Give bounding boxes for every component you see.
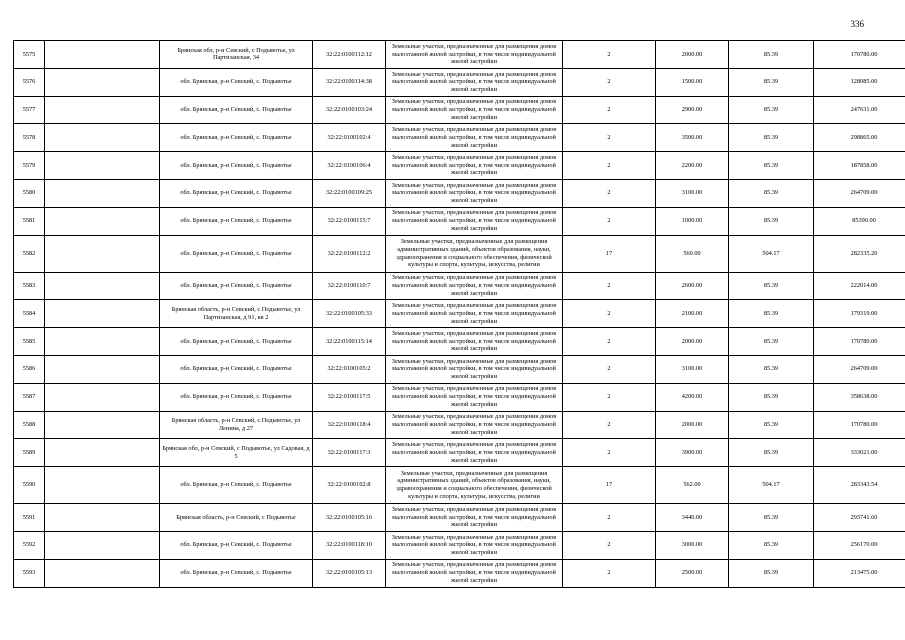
specific-value-cell: 85.39 [729,179,814,207]
specific-value-cell: 85.39 [729,439,814,467]
registry-body [14,41,905,588]
cadastral-value-cell: 358638.00 [814,383,905,411]
table-row [14,207,905,235]
area-cell: 1500.00 [656,68,729,96]
use-group-cell: 2 [563,504,656,532]
blank-cell [45,272,160,300]
cadastral-value-cell: 282335.20 [814,235,905,272]
cadastral-value-cell: 298865.00 [814,124,905,152]
cadastral-number-cell: 32:22:0100117:5 [313,383,386,411]
specific-value-cell: 85.39 [729,152,814,180]
blank-cell [45,207,160,235]
address-cell: обл. Брянская, р-н Севский, с. Подывотье [160,383,313,411]
row-number: 5583 [14,272,45,300]
page-number: 336 [850,19,864,29]
row-number: 5580 [14,179,45,207]
cadastral-value-cell: 213475.00 [814,559,905,587]
address-cell: обл. Брянская, р-н Севский, с. Подывотье [160,152,313,180]
table-row [14,41,905,69]
table-row [14,559,905,587]
area-cell: 2200.00 [656,152,729,180]
row-number: 5581 [14,207,45,235]
blank-cell [45,235,160,272]
specific-value-cell: 85.39 [729,96,814,124]
permitted-use-cell: Земельные участки, предназначенные для размещения административных зданий, объектов образования, науки, здравоохранения и социального обеспечения, физической культуры и спорта, культуры, искусства, религии [386,467,563,504]
cadastral-value-cell: 293741.60 [814,504,905,532]
blank-cell [45,531,160,559]
specific-value-cell: 85.39 [729,41,814,69]
table-row [14,96,905,124]
use-group-cell: 2 [563,439,656,467]
permitted-use-cell: Земельные участки, предназначенные для размещения домов малоэтажной жилой застройки, в том числе индивидуальной жилой застройки [386,179,563,207]
address-cell: обл. Брянская, р-н Севский, с. Подывотье [160,68,313,96]
row-number: 5590 [14,467,45,504]
specific-value-cell: 85.39 [729,68,814,96]
cadastral-value-cell: 170780.00 [814,411,905,439]
row-number: 5575 [14,41,45,69]
address-cell: Брянская область, р-н Севский, с Подывотье [160,504,313,532]
row-number: 5586 [14,355,45,383]
specific-value-cell: 85.39 [729,207,814,235]
use-group-cell: 2 [563,355,656,383]
address-cell: обл. Брянская, р-н Севский, с. Подывотье [160,328,313,356]
use-group-cell: 2 [563,272,656,300]
use-group-cell: 17 [563,235,656,272]
permitted-use-cell: Земельные участки, предназначенные для размещения домов малоэтажной жилой застройки, в том числе индивидуальной жилой застройки [386,124,563,152]
row-number: 5578 [14,124,45,152]
permitted-use-cell: Земельные участки, предназначенные для размещения домов малоэтажной жилой застройки, в том числе индивидуальной жилой застройки [386,96,563,124]
area-cell: 2000.00 [656,41,729,69]
specific-value-cell: 504.17 [729,235,814,272]
blank-cell [45,124,160,152]
permitted-use-cell: Земельные участки, предназначенные для размещения домов малоэтажной жилой застройки, в том числе индивидуальной жилой застройки [386,439,563,467]
table-row [14,300,905,328]
use-group-cell: 2 [563,68,656,96]
area-cell: 3900.00 [656,439,729,467]
permitted-use-cell: Земельные участки, предназначенные для размещения домов малоэтажной жилой застройки, в том числе индивидуальной жилой застройки [386,328,563,356]
cadastral-value-cell: 179319.00 [814,300,905,328]
area-cell: 2900.00 [656,96,729,124]
blank-cell [45,96,160,124]
cadastral-number-cell: 32:22:0100115:14 [313,328,386,356]
permitted-use-cell: Земельные участки, предназначенные для размещения домов малоэтажной жилой застройки, в том числе индивидуальной жилой застройки [386,300,563,328]
use-group-cell: 17 [563,467,656,504]
blank-cell [45,411,160,439]
area-cell: 562.00 [656,467,729,504]
cadastral-number-cell: 32:22:0100109:25 [313,179,386,207]
row-number: 5588 [14,411,45,439]
blank-cell [45,467,160,504]
specific-value-cell: 85.39 [729,531,814,559]
row-number: 5584 [14,300,45,328]
cadastral-value-cell: 264709.00 [814,355,905,383]
blank-cell [45,504,160,532]
permitted-use-cell: Земельные участки, предназначенные для размещения административных зданий, объектов образования, науки, здравоохранения и социального обеспечения, физической культуры и спорта, культуры, искусства, религии [386,235,563,272]
permitted-use-cell: Земельные участки, предназначенные для размещения домов малоэтажной жилой застройки, в том числе индивидуальной жилой застройки [386,207,563,235]
cadastral-number-cell: 32:22:0100105:13 [313,559,386,587]
permitted-use-cell: Земельные участки, предназначенные для размещения домов малоэтажной жилой застройки, в том числе индивидуальной жилой застройки [386,383,563,411]
address-cell: Брянская область, р-н Севский, с Подывотье, ул Ленина, д 27 [160,411,313,439]
table-row [14,68,905,96]
row-number: 5592 [14,531,45,559]
cadastral-number-cell: 32:22:0100118:10 [313,531,386,559]
cadastral-value-cell: 264709.00 [814,179,905,207]
cadastral-value-cell: 128085.00 [814,68,905,96]
address-cell: обл. Брянская, р-н Севский, с. Подывотье [160,124,313,152]
blank-cell [45,355,160,383]
address-cell: обл. Брянская, р-н Севский, с. Подывотье [160,235,313,272]
use-group-cell: 2 [563,531,656,559]
area-cell: 3100.00 [656,355,729,383]
cadastral-value-cell: 222014.00 [814,272,905,300]
table-row [14,439,905,467]
cadastral-value-cell: 256170.00 [814,531,905,559]
cadastral-number-cell: 32:22:0100117:3 [313,439,386,467]
address-cell: обл. Брянская, р-н Севский, с. Подывотье [160,272,313,300]
specific-value-cell: 85.39 [729,559,814,587]
specific-value-cell: 85.39 [729,124,814,152]
row-number: 5576 [14,68,45,96]
cadastral-value-cell: 170780.00 [814,41,905,69]
cadastral-number-cell: 32:22:0100110:7 [313,272,386,300]
address-cell: обл. Брянская, р-н Севский, с. Подывотье [160,467,313,504]
specific-value-cell: 85.39 [729,411,814,439]
table-row [14,235,905,272]
address-cell: обл. Брянская, р-н Севский, с. Подывотье [160,207,313,235]
blank-cell [45,300,160,328]
table-row [14,272,905,300]
specific-value-cell: 85.39 [729,504,814,532]
blank-cell [45,68,160,96]
permitted-use-cell: Земельные участки, предназначенные для размещения домов малоэтажной жилой застройки, в том числе индивидуальной жилой застройки [386,41,563,69]
table-row [14,328,905,356]
row-number: 5579 [14,152,45,180]
area-cell: 560.00 [656,235,729,272]
cadastral-value-cell: 333021.00 [814,439,905,467]
address-cell: обл. Брянская, р-н Севский, с. Подывотье [160,96,313,124]
row-number: 5591 [14,504,45,532]
cadastral-number-cell: 32:22:0100102:8 [313,467,386,504]
address-cell: обл. Брянская, р-н Севский, с. Подывотье [160,559,313,587]
permitted-use-cell: Земельные участки, предназначенные для размещения домов малоэтажной жилой застройки, в том числе индивидуальной жилой застройки [386,68,563,96]
use-group-cell: 2 [563,559,656,587]
address-cell: обл. Брянская, р-н Севский, с. Подывотье [160,531,313,559]
cadastral-number-cell: 32:22:0100112:2 [313,235,386,272]
use-group-cell: 2 [563,124,656,152]
cadastral-value-cell: 170780.00 [814,328,905,356]
blank-cell [45,328,160,356]
table-row [14,383,905,411]
area-cell: 2100.00 [656,300,729,328]
specific-value-cell: 85.39 [729,272,814,300]
use-group-cell: 2 [563,96,656,124]
table-row [14,504,905,532]
cadastral-number-cell: 32:22:0100112:12 [313,41,386,69]
use-group-cell: 2 [563,300,656,328]
use-group-cell: 2 [563,41,656,69]
cadastral-number-cell: 32:22:0100105:16 [313,504,386,532]
cadastral-number-cell: 32:22:0100102:4 [313,124,386,152]
cadastral-number-cell: 32:22:0100103:24 [313,96,386,124]
cadastral-number-cell: 32:22:0100105:33 [313,300,386,328]
address-cell: Брянская обл, р-н Севский, с Подывотье, ул Садовая, д 5 [160,439,313,467]
permitted-use-cell: Земельные участки, предназначенные для размещения домов малоэтажной жилой застройки, в том числе индивидуальной жилой застройки [386,272,563,300]
blank-cell [45,179,160,207]
cadastral-number-cell: 32:22:0100118:4 [313,411,386,439]
cadastral-number-cell: 32:22:0100114:38 [313,68,386,96]
table-row [14,124,905,152]
permitted-use-cell: Земельные участки, предназначенные для размещения домов малоэтажной жилой застройки, в том числе индивидуальной жилой застройки [386,411,563,439]
address-cell: обл. Брянская, р-н Севский, с. Подывотье [160,355,313,383]
use-group-cell: 2 [563,411,656,439]
use-group-cell: 2 [563,179,656,207]
blank-cell [45,439,160,467]
permitted-use-cell: Земельные участки, предназначенные для размещения домов малоэтажной жилой застройки, в том числе индивидуальной жилой застройки [386,531,563,559]
table-row [14,531,905,559]
use-group-cell: 2 [563,383,656,411]
area-cell: 3500.00 [656,124,729,152]
row-number: 5589 [14,439,45,467]
row-number: 5577 [14,96,45,124]
blank-cell [45,152,160,180]
cadastral-number-cell: 32:22:0100115:7 [313,207,386,235]
address-cell: Брянская обл, р-н Севский, с Подывотье, ул Партизанская, 34 [160,41,313,69]
address-cell: Брянская область, р-н Севский, с Подывотье, ул Партизанская, д 91, кв 2 [160,300,313,328]
specific-value-cell: 85.39 [729,300,814,328]
table-row [14,152,905,180]
cadastral-value-cell: 187858.00 [814,152,905,180]
area-cell: 3100.00 [656,179,729,207]
permitted-use-cell: Земельные участки, предназначенные для размещения домов малоэтажной жилой застройки, в том числе индивидуальной жилой застройки [386,355,563,383]
blank-cell [45,41,160,69]
use-group-cell: 2 [563,328,656,356]
cadastral-number-cell: 32:22:0100106:4 [313,152,386,180]
address-cell: обл. Брянская, р-н Севский, с. Подывотье [160,179,313,207]
cadastral-value-cell: 283343.54 [814,467,905,504]
area-cell: 3440.00 [656,504,729,532]
table-row [14,467,905,504]
row-number: 5585 [14,328,45,356]
area-cell: 3000.00 [656,531,729,559]
cadastral-value-cell: 85390.00 [814,207,905,235]
blank-cell [45,559,160,587]
specific-value-cell: 504.17 [729,467,814,504]
table-row [14,411,905,439]
row-number: 5593 [14,559,45,587]
area-cell: 2600.00 [656,272,729,300]
area-cell: 2500.00 [656,559,729,587]
specific-value-cell: 85.39 [729,383,814,411]
row-number: 5582 [14,235,45,272]
table-row [14,179,905,207]
cadastral-value-cell: 247631.00 [814,96,905,124]
area-cell: 2000.00 [656,411,729,439]
cadastral-number-cell: 32:22:0100105:2 [313,355,386,383]
area-cell: 2000.00 [656,328,729,356]
use-group-cell: 2 [563,207,656,235]
land-registry-table [13,40,905,588]
blank-cell [45,383,160,411]
permitted-use-cell: Земельные участки, предназначенные для размещения домов малоэтажной жилой застройки, в том числе индивидуальной жилой застройки [386,152,563,180]
table-row [14,355,905,383]
area-cell: 4200.00 [656,383,729,411]
permitted-use-cell: Земельные участки, предназначенные для размещения домов малоэтажной жилой застройки, в том числе индивидуальной жилой застройки [386,504,563,532]
row-number: 5587 [14,383,45,411]
specific-value-cell: 85.39 [729,355,814,383]
use-group-cell: 2 [563,152,656,180]
area-cell: 1000.00 [656,207,729,235]
permitted-use-cell: Земельные участки, предназначенные для размещения домов малоэтажной жилой застройки, в том числе индивидуальной жилой застройки [386,559,563,587]
specific-value-cell: 85.39 [729,328,814,356]
